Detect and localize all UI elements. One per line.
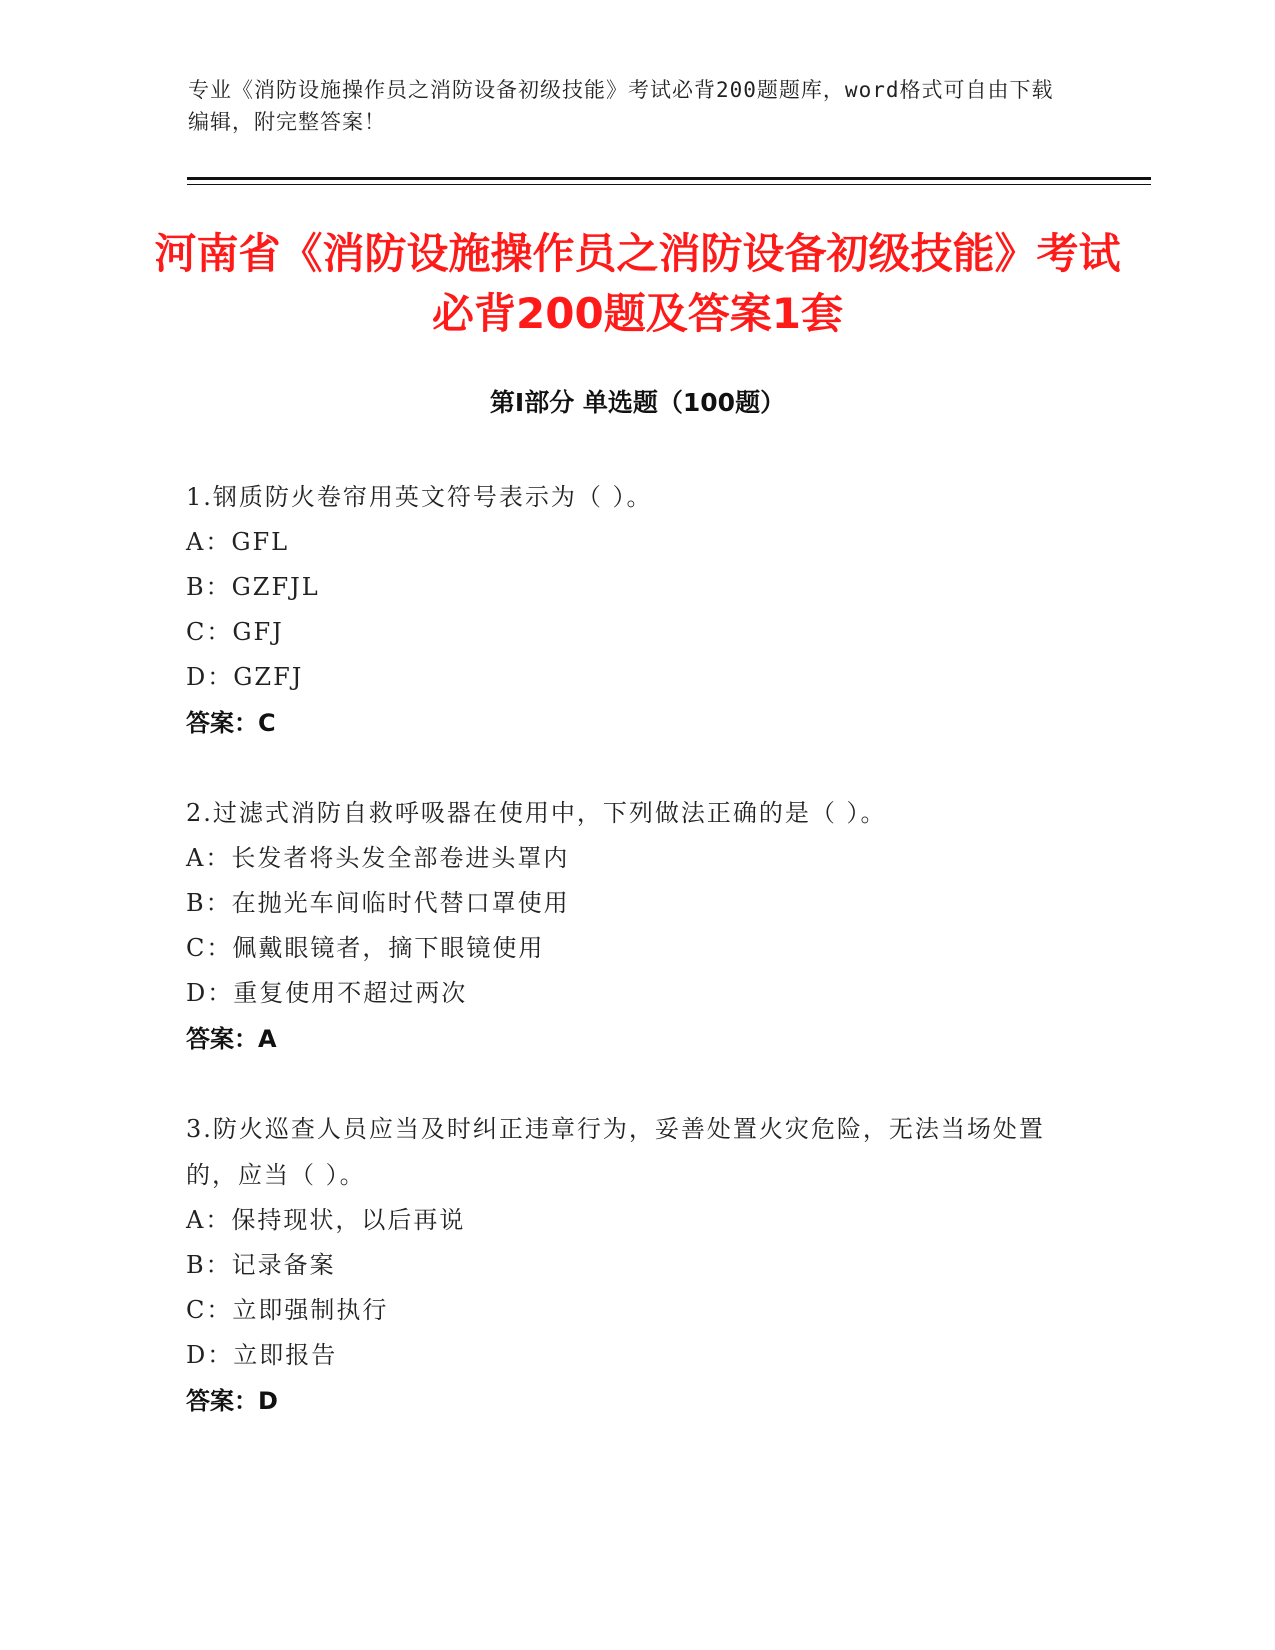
option-c: C：佩戴眼镜者，摘下眼镜使用 (186, 934, 545, 962)
option-b: B：GZFJL (186, 573, 320, 601)
header-rule-thin (187, 184, 1151, 185)
answer: 答案：C (186, 709, 276, 737)
option-a: A：GFL (186, 528, 290, 556)
question-3 (186, 1106, 1066, 1424)
option-b: B：在抛光车间临时代替口罩使用 (186, 889, 570, 917)
section-title: 第Ⅰ部分 单选题（100题） (489, 388, 786, 417)
answer: 答案：D (186, 1387, 278, 1415)
option-c: C：立即强制执行 (186, 1296, 389, 1324)
question-2 (186, 790, 1066, 1062)
option-b: B：记录备案 (186, 1251, 336, 1279)
option-a: A：长发者将头发全部卷进头罩内 (186, 844, 570, 872)
question-stem: 2.过滤式消防自救呼吸器在使用中，下列做法正确的是（ ）。 (186, 799, 887, 827)
header-rule-thick (187, 177, 1151, 180)
question-stem: 3.防火巡查人员应当及时纠正违章行为，妥善处置火灾危险，无法当场处置的，应当（ ）。 (186, 1115, 1045, 1189)
option-a: A：保持现状，以后再说 (186, 1206, 466, 1234)
header-note: 专业《消防设施操作员之消防设备初级技能》考试必背200题题库，word格式可自由下载编辑，附完整答案！ (188, 78, 1054, 134)
document-title: 河南省《消防设施操作员之消防设备初级技能》考试必背200题及答案1套 (154, 229, 1121, 338)
option-d: D：GZFJ (186, 663, 304, 691)
question-1 (186, 474, 1066, 746)
option-d: D：重复使用不超过两次 (186, 979, 468, 1007)
option-c: C：GFJ (186, 618, 284, 646)
option-d: D：立即报告 (186, 1341, 338, 1369)
question-stem: 1.钢质防火卷帘用英文符号表示为（ ）。 (186, 483, 653, 511)
answer: 答案：A (186, 1025, 277, 1053)
